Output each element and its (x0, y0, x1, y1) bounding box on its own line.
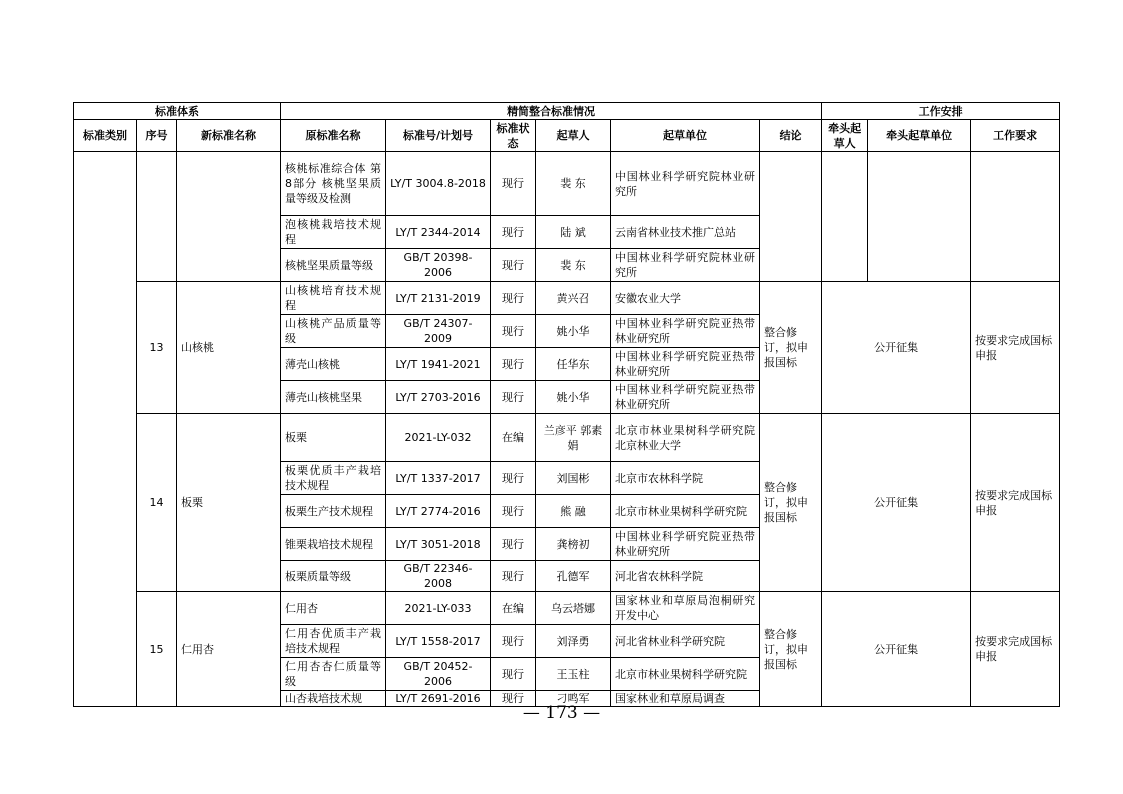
orig-name-cell: 板栗质量等级 (281, 561, 386, 592)
code-cell: LY/T 2344-2014 (386, 216, 491, 249)
table-row (74, 152, 1060, 216)
serial-cell: 13 (137, 282, 177, 414)
requirement-cell (971, 152, 1060, 282)
code-cell: LY/T 1337-2017 (386, 462, 491, 495)
status-cell: 现行 (491, 152, 536, 216)
status-cell: 现行 (491, 528, 536, 561)
col-header-drafter: 起草人 (536, 120, 611, 152)
orig-name-cell: 核桃标准综合体 第8部分 核桃坚果质量等级及检测 (281, 152, 386, 216)
status-cell: 现行 (491, 561, 536, 592)
code-cell: GB/T 20452-2006 (386, 658, 491, 691)
arrangement-cell: 公开征集 (822, 592, 971, 707)
table-row (74, 282, 1060, 315)
orig-name-cell: 薄壳山核桃 (281, 348, 386, 381)
drafter-cell: 乌云塔娜 (536, 592, 611, 625)
lead-unit-cell (868, 152, 971, 282)
drafter-cell: 兰彦平 郭素娟 (536, 414, 611, 462)
requirement-cell: 按要求完成国标申报 (971, 414, 1060, 592)
code-cell: LY/T 2131-2019 (386, 282, 491, 315)
col-header-orig-name: 原标准名称 (281, 120, 386, 152)
standards-table (73, 102, 1060, 707)
code-cell: 2021-LY-033 (386, 592, 491, 625)
group-header-arrangement: 工作安排 (822, 103, 1060, 120)
orig-name-cell: 山核桃培育技术规程 (281, 282, 386, 315)
col-header-serial: 序号 (137, 120, 177, 152)
orig-name-cell: 仁用杏优质丰产栽培技术规程 (281, 625, 386, 658)
arrangement-cell: 公开征集 (822, 282, 971, 414)
unit-cell: 安徽农业大学 (611, 282, 760, 315)
status-cell: 在编 (491, 592, 536, 625)
col-header-category: 标准类别 (74, 120, 137, 152)
conclusion-cell: 整合修订，拟申报国标 (760, 282, 822, 414)
drafter-cell: 陆 斌 (536, 216, 611, 249)
drafter-cell: 刘泽勇 (536, 625, 611, 658)
status-cell: 现行 (491, 348, 536, 381)
status-cell: 现行 (491, 495, 536, 528)
orig-name-cell: 板栗生产技术规程 (281, 495, 386, 528)
drafter-cell: 裴 东 (536, 152, 611, 216)
drafter-cell: 王玉柱 (536, 658, 611, 691)
drafter-cell: 姚小华 (536, 381, 611, 414)
drafter-cell: 孔德军 (536, 561, 611, 592)
code-cell: LY/T 1558-2017 (386, 625, 491, 658)
conclusion-cell: 整合修订，拟申报国标 (760, 592, 822, 707)
requirement-cell: 按要求完成国标申报 (971, 592, 1060, 707)
status-cell: 现行 (491, 249, 536, 282)
serial-cell (137, 152, 177, 282)
drafter-cell: 姚小华 (536, 315, 611, 348)
serial-cell: 14 (137, 414, 177, 592)
col-header-new-name: 新标准名称 (177, 120, 281, 152)
header-column-row (74, 120, 1060, 152)
unit-cell: 国家林业和草原局调查 (611, 691, 760, 707)
code-cell: GB/T 24307-2009 (386, 315, 491, 348)
new-name-cell: 仁用杏 (177, 592, 281, 707)
orig-name-cell: 薄壳山核桃坚果 (281, 381, 386, 414)
unit-cell: 中国林业科学研究院亚热带林业研究所 (611, 315, 760, 348)
drafter-cell: 裴 东 (536, 249, 611, 282)
drafter-cell: 龚榜初 (536, 528, 611, 561)
orig-name-cell: 板栗 (281, 414, 386, 462)
new-name-cell: 山核桃 (177, 282, 281, 414)
code-cell: LY/T 3051-2018 (386, 528, 491, 561)
status-cell: 在编 (491, 414, 536, 462)
col-header-unit: 起草单位 (611, 120, 760, 152)
unit-cell: 国家林业和草原局泡桐研究开发中心 (611, 592, 760, 625)
requirement-cell: 按要求完成国标申报 (971, 282, 1060, 414)
drafter-cell: 任华东 (536, 348, 611, 381)
table-row (74, 414, 1060, 462)
code-cell: GB/T 20398-2006 (386, 249, 491, 282)
orig-name-cell: 仁用杏 (281, 592, 386, 625)
status-cell: 现行 (491, 625, 536, 658)
code-cell: LY/T 1941-2021 (386, 348, 491, 381)
status-cell: 现行 (491, 282, 536, 315)
col-header-status: 标准状态 (491, 120, 536, 152)
new-name-cell (177, 152, 281, 282)
code-cell: 2021-LY-032 (386, 414, 491, 462)
category-cell (74, 152, 137, 707)
status-cell: 现行 (491, 315, 536, 348)
unit-cell: 中国林业科学研究院亚热带林业研究所 (611, 381, 760, 414)
unit-cell: 河北省农林科学院 (611, 561, 760, 592)
code-cell: LY/T 3004.8-2018 (386, 152, 491, 216)
status-cell: 现行 (491, 658, 536, 691)
col-header-code: 标准号/计划号 (386, 120, 491, 152)
unit-cell: 河北省林业科学研究院 (611, 625, 760, 658)
col-header-lead-drafter: 牵头起草人 (822, 120, 868, 152)
lead-drafter-cell (822, 152, 868, 282)
col-header-conclusion: 结论 (760, 120, 822, 152)
page-number: — 173 — (522, 703, 601, 723)
unit-cell: 云南省林业技术推广总站 (611, 216, 760, 249)
status-cell: 现行 (491, 462, 536, 495)
orig-name-cell: 板栗优质丰产栽培技术规程 (281, 462, 386, 495)
code-cell: LY/T 2691-2016 (386, 691, 491, 707)
code-cell: GB/T 22346-2008 (386, 561, 491, 592)
orig-name-cell: 仁用杏杏仁质量等级 (281, 658, 386, 691)
orig-name-cell: 核桃坚果质量等级 (281, 249, 386, 282)
col-header-requirement: 工作要求 (971, 120, 1060, 152)
orig-name-cell: 山杏栽培技术规 (281, 691, 386, 707)
status-cell: 现行 (491, 216, 536, 249)
drafter-cell: 刁鸣军 (536, 691, 611, 707)
new-name-cell: 板栗 (177, 414, 281, 592)
table-row (74, 592, 1060, 625)
unit-cell: 中国林业科学研究院林业研究所 (611, 152, 760, 216)
unit-cell: 北京市林业果树科学研究院 (611, 495, 760, 528)
code-cell: LY/T 2774-2016 (386, 495, 491, 528)
col-header-lead-unit: 牵头起草单位 (868, 120, 971, 152)
code-cell: LY/T 2703-2016 (386, 381, 491, 414)
unit-cell: 中国林业科学研究院亚热带林业研究所 (611, 348, 760, 381)
orig-name-cell: 泡核桃栽培技术规程 (281, 216, 386, 249)
status-cell: 现行 (491, 381, 536, 414)
unit-cell: 北京市农林科学院 (611, 462, 760, 495)
group-header-system: 标准体系 (74, 103, 281, 120)
unit-cell: 北京市林业果树科学研究院 (611, 658, 760, 691)
conclusion-cell: 整合修订，拟申报国标 (760, 414, 822, 592)
conclusion-cell (760, 152, 822, 282)
unit-cell: 北京市林业果树科学研究院 北京林业大学 (611, 414, 760, 462)
drafter-cell: 刘国彬 (536, 462, 611, 495)
drafter-cell: 熊 融 (536, 495, 611, 528)
header-group-row (74, 103, 1060, 120)
drafter-cell: 黄兴召 (536, 282, 611, 315)
group-header-situation: 精简整合标准情况 (281, 103, 822, 120)
orig-name-cell: 锥栗栽培技术规程 (281, 528, 386, 561)
status-cell: 现行 (491, 691, 536, 707)
unit-cell: 中国林业科学研究院林业研究所 (611, 249, 760, 282)
unit-cell: 中国林业科学研究院亚热带林业研究所 (611, 528, 760, 561)
serial-cell: 15 (137, 592, 177, 707)
arrangement-cell: 公开征集 (822, 414, 971, 592)
orig-name-cell: 山核桃产品质量等级 (281, 315, 386, 348)
